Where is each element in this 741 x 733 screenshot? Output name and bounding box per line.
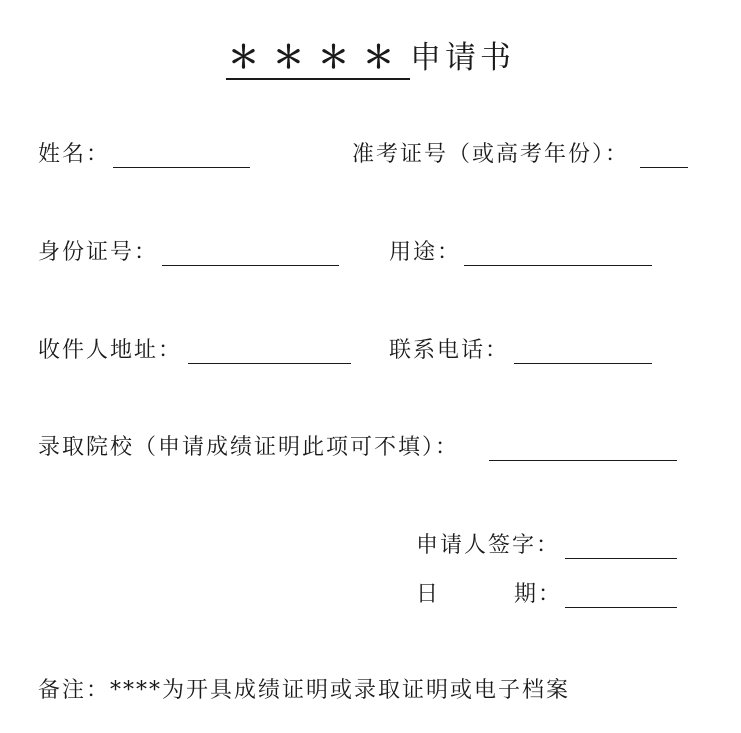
id-number-field[interactable] <box>162 240 339 266</box>
school-label: 录取院校（申请成绩证明此项可不填）： <box>38 435 460 460</box>
name-label: 姓名： <box>38 142 111 167</box>
exam-number-field[interactable] <box>640 142 688 168</box>
exam-number-label: 准考证号（或高考年份）： <box>352 142 630 167</box>
footnote: 备注：****为开具成绩证明或录取证明或电子档案 <box>38 678 571 703</box>
purpose-field[interactable] <box>464 240 652 266</box>
title-text: 申请书 <box>410 40 515 76</box>
date-label-left: 日 <box>416 582 441 607</box>
address-label: 收件人地址： <box>38 338 183 363</box>
phone-label: 联系电话： <box>389 338 510 363</box>
address-field[interactable] <box>188 338 351 364</box>
name-field[interactable] <box>113 142 250 168</box>
signature-label: 申请人签字： <box>416 533 561 558</box>
date-field[interactable] <box>565 582 677 608</box>
purpose-label: 用途： <box>389 240 462 265</box>
phone-field[interactable] <box>514 338 652 364</box>
signature-field[interactable] <box>565 533 677 559</box>
title-placeholder: ＊＊＊＊ <box>226 38 410 80</box>
school-field[interactable] <box>489 435 677 461</box>
form-title <box>0 38 741 80</box>
date-label-right: 期： <box>514 582 563 607</box>
id-number-label: 身份证号： <box>38 240 159 265</box>
